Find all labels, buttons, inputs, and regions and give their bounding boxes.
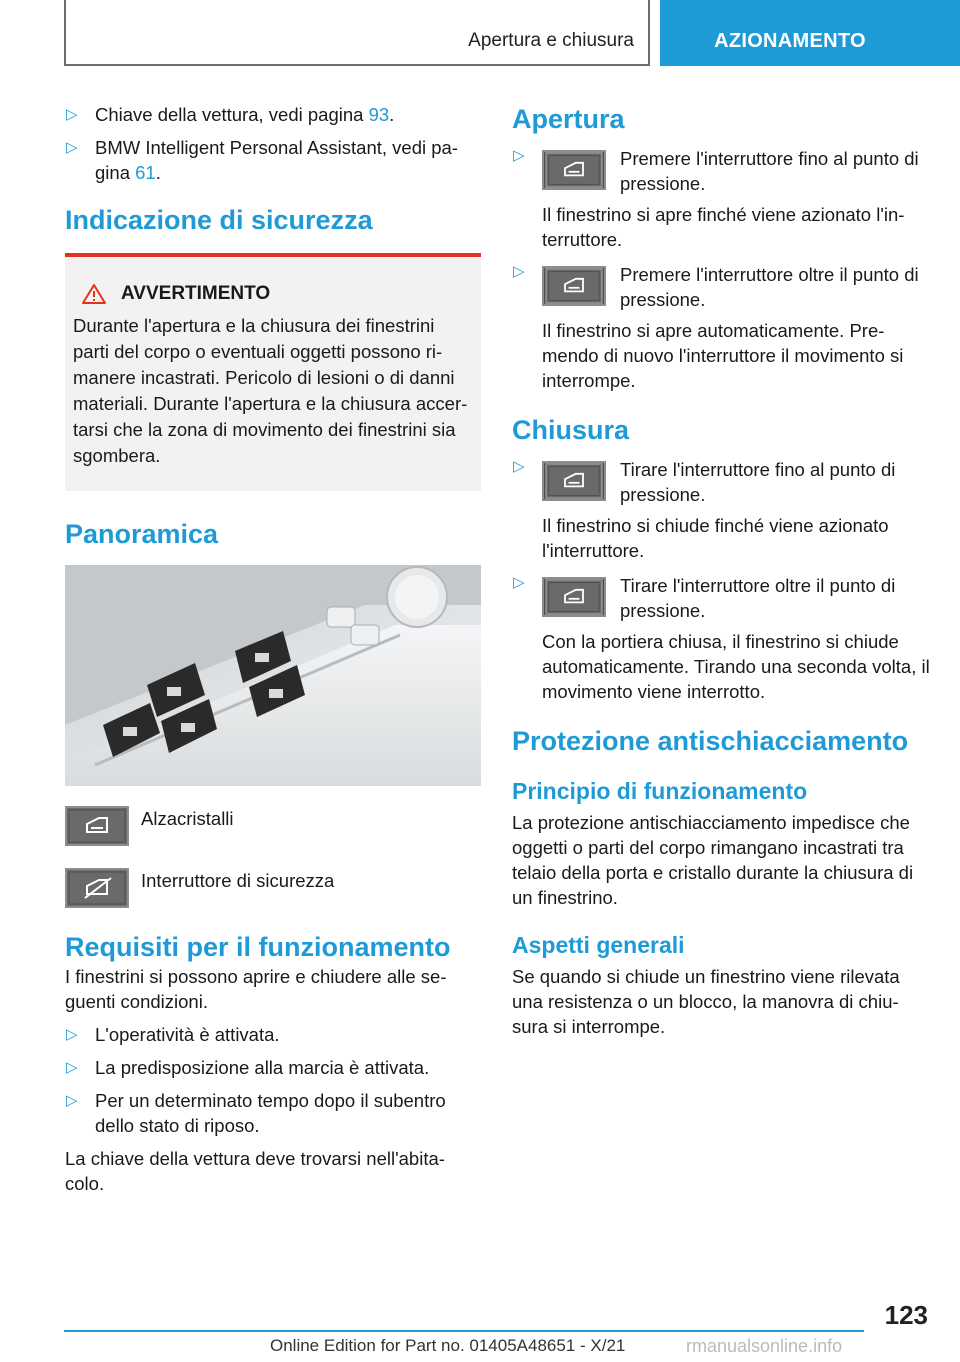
step-action: Premere l'interruttore oltre il punto di pressione. xyxy=(620,264,919,310)
bullet-text: Chiave della vettura, vedi pagina xyxy=(95,104,369,125)
overview-heading: Panoramica xyxy=(65,519,219,549)
bullet-suffix: . xyxy=(155,162,161,183)
closing-step xyxy=(512,573,932,704)
pinch-protection-heading: Protezione antischiacciamento xyxy=(512,726,909,756)
closing-step xyxy=(512,457,932,563)
legend xyxy=(65,806,481,908)
step-result: Il finestrino si chiude finché viene azionato l'interruttore. xyxy=(542,515,889,561)
closing-heading: Chiusura xyxy=(512,415,630,445)
right-column xyxy=(512,102,932,1039)
requirements-heading: Requisiti per il funzionamento xyxy=(65,932,451,962)
requirements-intro: I finestrini si possono aprire e chiudere alle se-guenti condizioni. xyxy=(65,966,447,1012)
legend-label: Interruttore di sicurezza xyxy=(141,870,335,891)
window-lifter-icon xyxy=(542,577,606,617)
header-chapter-label: AZIONAMENTO xyxy=(714,30,866,52)
opening-step xyxy=(512,146,932,252)
window-lifter-icon xyxy=(542,150,606,190)
requirements-bullets xyxy=(65,1022,481,1138)
principle-heading: Principio di funzionamento xyxy=(512,778,808,804)
triangle-bullet-icon: ▷ xyxy=(66,1026,78,1043)
footer-rule xyxy=(64,1330,864,1332)
intro-bullets xyxy=(65,102,481,185)
list-item xyxy=(65,102,481,127)
page-number: 123 xyxy=(884,1300,928,1330)
header-chapter-tab xyxy=(660,0,960,66)
requirements-outro: La chiave della vettura deve trovarsi nell'abita-colo. xyxy=(65,1148,445,1194)
step-result: Il finestrino si apre finché viene azionato l'in-terruttore. xyxy=(542,204,905,250)
watermark-text: rmanualsonline.info xyxy=(686,1336,843,1356)
triangle-bullet-icon: ▷ xyxy=(66,139,78,156)
window-switch-photo xyxy=(65,565,481,786)
bullet-text: BMW Intelligent Personal Assistant, vedi pa-gina xyxy=(95,137,458,183)
page-link[interactable]: 61 xyxy=(135,162,156,183)
step-action: Tirare l'interruttore oltre il punto di pressione. xyxy=(620,575,896,621)
header-section-box xyxy=(64,0,650,66)
general-text: Se quando si chiude un finestrino viene rilevata una resistenza o un blocco, la manovra di chiu-sura si interrompe. xyxy=(512,966,900,1037)
bullet-text: Per un determinato tempo dopo il subentro dello stato di riposo. xyxy=(95,1090,446,1136)
left-column xyxy=(65,102,481,1196)
triangle-bullet-icon: ▷ xyxy=(66,106,78,123)
warning-text: Durante l'apertura e la chiusura dei finestrini parti del corpo o eventuali oggetti possono ri-manere incastrati. Pericolo di lesioni o di danni materiali. Durante l'apertura e la chiusura accer-tarsi che la zona di movimento dei finestrini sia sgombera. xyxy=(73,315,468,466)
window-lifter-icon xyxy=(542,266,606,306)
warning-box xyxy=(65,253,481,491)
warning-title: AVVERTIMENTO xyxy=(121,283,271,304)
general-heading: Aspetti generali xyxy=(512,932,685,958)
step-action: Premere l'interruttore fino al punto di pressione. xyxy=(620,148,919,194)
step-action: Tirare l'interruttore fino al punto di pressione. xyxy=(620,459,896,505)
opening-step xyxy=(512,262,932,393)
bullet-suffix: . xyxy=(389,104,395,125)
list-item xyxy=(65,135,481,185)
page-link[interactable]: 93 xyxy=(368,104,390,125)
step-result: Con la portiera chiusa, il finestrino si chiude automaticamente. Tirando una seconda volta, il movimento viene interrotto. xyxy=(542,631,930,702)
safety-heading: Indicazione di sicurezza xyxy=(65,205,373,235)
warning-triangle-icon xyxy=(81,283,107,305)
triangle-bullet-icon: ▷ xyxy=(66,1059,78,1076)
list-item xyxy=(65,1088,481,1138)
list-item xyxy=(65,1055,481,1080)
principle-text: La protezione antischiacciamento impedisce che oggetti o parti del corpo rimangano incastrati tra telaio della porta e cristallo durante la chiusura di un finestrino. xyxy=(512,812,914,908)
legend-label: Alzacristalli xyxy=(141,808,234,829)
list-item xyxy=(65,1022,481,1047)
triangle-bullet-icon: ▷ xyxy=(513,458,525,475)
bullet-text: L'operatività è attivata. xyxy=(95,1024,280,1045)
triangle-bullet-icon: ▷ xyxy=(66,1092,78,1109)
legend-row-safety-switch xyxy=(65,868,481,908)
triangle-bullet-icon: ▷ xyxy=(513,147,525,164)
legend-row-window-lifter xyxy=(65,806,481,846)
window-lifter-icon xyxy=(65,806,129,846)
step-result: Il finestrino si apre automaticamente. Pre-mendo di nuovo l'interruttore il movimento si interrompe. xyxy=(542,320,904,391)
edition-text: Online Edition for Part no. 01405A48651 - X/21 xyxy=(270,1336,626,1355)
safety-switch-icon xyxy=(65,868,129,908)
triangle-bullet-icon: ▷ xyxy=(513,263,525,280)
warning-header xyxy=(81,281,473,307)
bullet-text: La predisposizione alla marcia è attivata. xyxy=(95,1057,430,1078)
window-lifter-icon xyxy=(542,461,606,501)
header-section-title: Apertura e chiusura xyxy=(468,30,634,51)
opening-heading: Apertura xyxy=(512,104,625,134)
triangle-bullet-icon: ▷ xyxy=(513,574,525,591)
